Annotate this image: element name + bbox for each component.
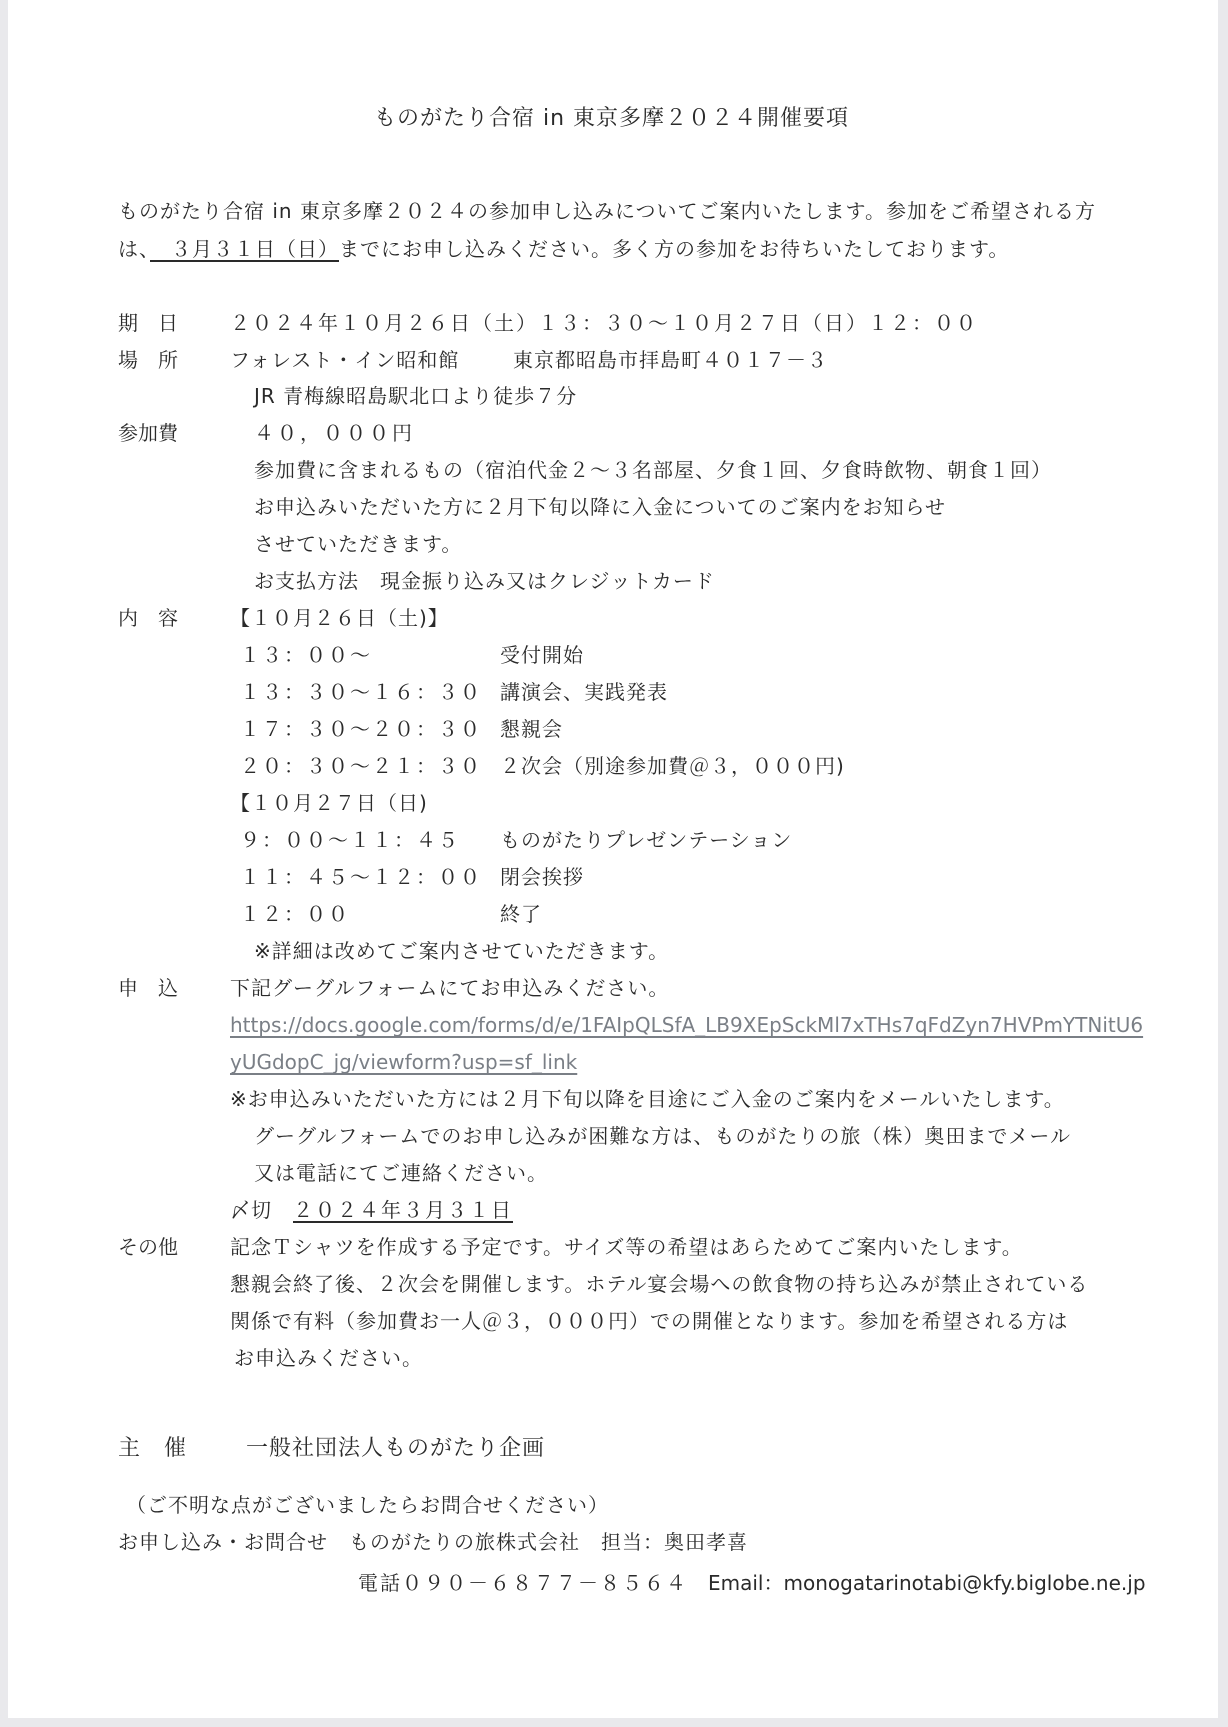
intro-prefix: は、 [118, 237, 150, 261]
venue-name: フォレスト・イン昭和館 [230, 348, 460, 372]
page-title: ものがたり合宿 in 東京多摩２０２４開催要項 [374, 106, 850, 131]
document-page [8, 0, 1218, 1718]
intro-suffix: までにお申し込みください。多く方の参加をお待ちいたしております。 [339, 237, 1010, 261]
program-day2-time-3: １２：００ [240, 902, 350, 926]
fee-amount: ４０，０００円 [254, 421, 415, 445]
program-day2-event-1: ものがたりプレゼンテーション [500, 828, 793, 852]
fee-notice-1: お申込みいただいた方に２月下旬以降に入金についてのご案内をお知らせ [254, 495, 946, 519]
application-note-3: 又は電話にてご連絡ください。 [254, 1161, 548, 1185]
program-day1-event-4: ２次会（別途参加費＠３，０００円) [500, 754, 845, 778]
date-value: ２０２４年１０月２６日（土）１３：３０～１０月２７日（日）１２：００ [230, 311, 978, 335]
program-day1-event-3: 懇親会 [500, 717, 563, 741]
intro-line-2 [118, 236, 1009, 262]
other-line-1: 記念Ｔシャツを作成する予定です。サイズ等の希望はあらためてご案内いたします。 [230, 1235, 1023, 1259]
organizer-label: 主 催 [118, 1436, 188, 1461]
other-line-2: 懇親会終了後、２次会を開催します。ホテル宴会場への飲食物の持ち込みが禁止されている [230, 1272, 1089, 1296]
intro-line-1: ものがたり合宿 in 東京多摩２０２４の参加申し込みについてご案内いたします。参加をご希望される方 [118, 199, 1096, 223]
venue-label: 場 所 [118, 348, 178, 372]
program-note: ※詳細は改めてご案内させていただきます。 [254, 939, 670, 963]
program-day2: 【１０月２７日（日) [230, 791, 428, 815]
fee-notice-2: させていただきます。 [254, 532, 463, 556]
venue-address: 東京都昭島市拝島町４０１７－３ [513, 348, 828, 372]
contact-question: （ご不明な点がございましたらお問合せください） [126, 1493, 609, 1517]
deadline-value: ２０２４年３月３１日 [293, 1198, 513, 1222]
program-day1-event-1: 受付開始 [500, 643, 584, 667]
program-day2-time-2: １１：４５～１２：００ [240, 865, 482, 889]
other-label: その他 [118, 1235, 178, 1259]
contact-line: お申し込み・お問合せ ものがたりの旅株式会社 担当：奥田孝喜 [118, 1530, 748, 1554]
program-day1: 【１０月２６日（土)】 [230, 606, 449, 630]
program-day1-time-1: １３：００～ [240, 643, 372, 667]
program-day2-event-3: 終了 [500, 902, 542, 926]
date-label: 期 日 [118, 311, 178, 335]
contact-email: Email：monogatarinotabi@kfy.biglobe.ne.jp [708, 1571, 1146, 1595]
program-day1-time-4: ２０：３０～２１：３０ [240, 754, 482, 778]
form-link-line-2[interactable]: yUGdopC_jg/viewform?usp=sf_link [230, 1050, 578, 1074]
form-link-line-1[interactable]: https://docs.google.com/forms/d/e/1FAIpQLSfA_LB9XEpSckMl7xTHs7qFdZyn7HVPmYTNitU6 [230, 1013, 1144, 1037]
deadline-label: 〆切 [230, 1198, 272, 1222]
application-label: 申 込 [118, 976, 178, 1000]
fee-includes: 参加費に含まれるもの（宿泊代金２～３名部屋、夕食１回、夕食時飲物、朝食１回） [254, 458, 1052, 482]
program-day2-time-1: ９：００～１１：４５ [240, 828, 460, 852]
organizer-name: 一般社団法人ものがたり企画 [246, 1436, 546, 1461]
contact-phone: 電話０９０－６８７７－８５６４ [358, 1571, 688, 1595]
program-day2-event-2: 閉会挨拶 [500, 865, 584, 889]
application-note-2: グーグルフォームでのお申し込みが困難な方は、ものがたりの旅（株）奥田までメール [254, 1124, 1071, 1148]
application-instruction: 下記グーグルフォームにてお申込みください。 [230, 976, 670, 1000]
other-line-3: 関係で有料（参加費お一人＠３，０００円）での開催となります。参加を希望される方は [230, 1309, 1069, 1333]
program-label: 内 容 [118, 606, 178, 630]
intro-deadline: ３月３１日（日） [150, 237, 339, 261]
fee-payment: お支払方法 現金振り込み又はクレジットカード [254, 569, 715, 593]
venue-access: JR 青梅線昭島駅北口より徒歩７分 [254, 384, 578, 408]
other-line-4: お申込みください。 [234, 1346, 423, 1370]
fee-label: 参加費 [118, 421, 178, 445]
program-day1-time-2: １３：３０～１６：３０ [240, 680, 482, 704]
application-deadline [230, 1197, 513, 1223]
application-note-1: ※お申込みいただいた方には２月下旬以降を目途にご入金のご案内をメールいたします。 [230, 1087, 1065, 1111]
program-day1-event-2: 講演会、実践発表 [500, 680, 668, 704]
program-day1-time-3: １７：３０～２０：３０ [240, 717, 482, 741]
